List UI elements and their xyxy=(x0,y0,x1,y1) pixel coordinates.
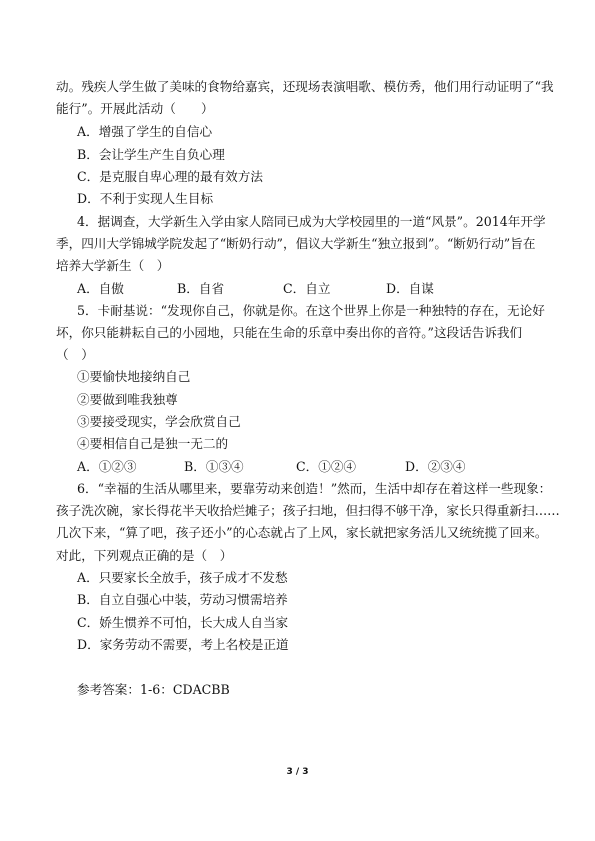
q5-item-3: ③要接受现实，学会欣赏自己 xyxy=(77,414,241,429)
q4-text-line-2: 季，四川大学锦城学院发起了“断奶行动”，倡议大学新生“独立报到”。“断奶行动”旨在 xyxy=(56,236,536,251)
q4-option-c: C．自立 xyxy=(283,281,331,296)
q6-text-line-1: 6．“幸福的生活从哪里来，要靠劳动来创造！”然而，生活中却存在着这样一些现象： xyxy=(77,481,552,496)
q5-item-1: ①要愉快地接纳自己 xyxy=(77,369,191,384)
q4-text-line-1: 4．据调查，大学新生入学由家人陪同已成为大学校园里的一道“风景”。2014年开学 xyxy=(77,214,546,229)
q5-item-2: ②要做到唯我独尊 xyxy=(77,392,178,407)
q6-text-line-3: 几次下来，“算了吧，孩子还小”的心态就占了上风，家长就把家务活儿又统统揽了回来。 xyxy=(56,525,548,540)
q5-text-line-1: 5．卡耐基说：“发现你自己，你就是你。在这个世界上你是一种独特的存在，无论好 xyxy=(77,303,545,318)
q3-text-line-2: 能行”。开展此活动（ ） xyxy=(56,101,214,116)
q3-text-line-1: 动。残疾人学生做了美味的食物给嘉宾，还现场表演唱歌、模仿秀，他们用行动证明了“我 xyxy=(56,79,554,94)
q4-text-line-3: 培养大学新生（ ） xyxy=(56,258,170,273)
q3-option-c: C．是克服自卑心理的最有效方法 xyxy=(77,169,263,184)
q5-option-c: C．①②④ xyxy=(296,459,357,474)
q3-option-a: A．增强了学生的自信心 xyxy=(77,124,213,139)
q6-option-d: D．家务劳动不需要，考上名校是正道 xyxy=(77,637,289,652)
q4-option-d: D．自谋 xyxy=(386,281,434,296)
q5-text-line-3: （ ） xyxy=(56,347,94,362)
q5-text-line-2: 坏，你只能耕耘自己的小园地，只能在生命的乐章中奏出你的音符。”这段话告诉我们 xyxy=(56,325,523,340)
q5-item-4: ④要相信自己是独一无二的 xyxy=(77,436,229,451)
q6-option-b: B．自立自强心中装，劳动习惯需培养 xyxy=(77,592,288,607)
page-number: 3 / 3 xyxy=(286,767,309,777)
q3-option-d: D．不利于实现人生目标 xyxy=(77,191,214,206)
q4-option-b: B．自省 xyxy=(177,281,225,296)
q5-option-b: B．①③④ xyxy=(184,459,244,474)
q6-option-a: A．只要家长全放手，孩子成才不发愁 xyxy=(77,570,288,585)
q5-option-a: A．①②③ xyxy=(77,459,137,474)
q3-option-b: B．会让学生产生自负心理 xyxy=(77,147,225,162)
q5-option-d: D．②③④ xyxy=(405,459,466,474)
answer-key: 参考答案：1-6：CDACBB xyxy=(77,682,230,697)
q4-option-a: A．自傲 xyxy=(77,281,124,296)
q6-option-c: C．娇生惯养不可怕，长大成人自当家 xyxy=(77,615,289,630)
q6-text-line-2: 孩子洗次碗，家长得花半天收拾烂摊子；孩子扫地，但扫得不够干净，家长只得重新扫…… xyxy=(56,503,560,518)
q6-text-line-4: 对此，下列观点正确的是（ ） xyxy=(56,548,233,563)
